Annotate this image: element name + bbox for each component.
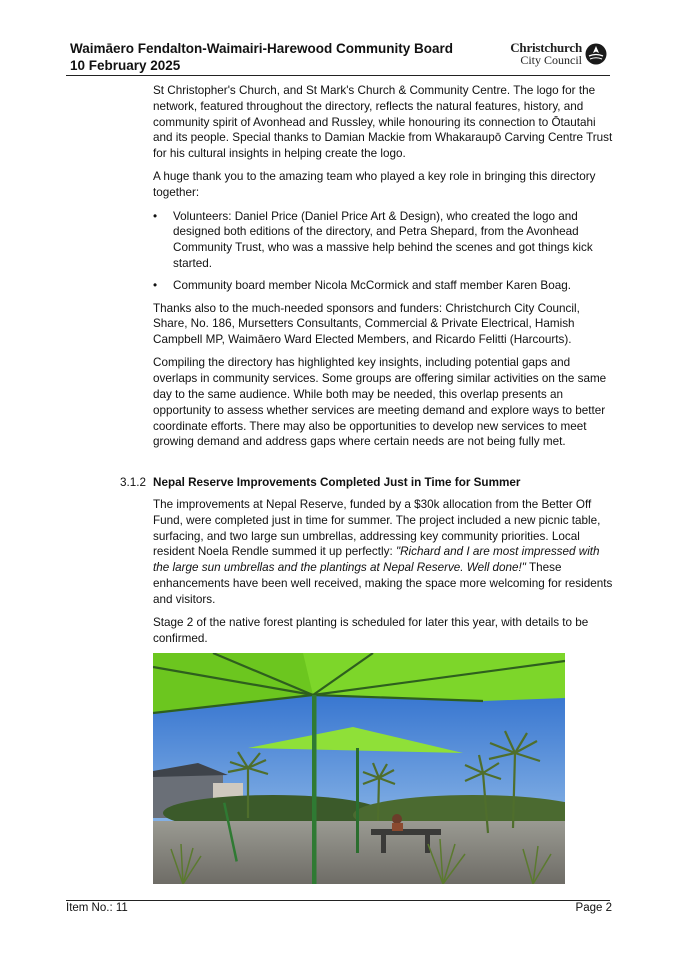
footer-item-number: Item No.: 11 bbox=[66, 902, 128, 914]
paragraph bbox=[153, 497, 613, 608]
footer-page-number: Page 2 bbox=[575, 902, 612, 914]
council-logo bbox=[510, 42, 607, 66]
bullet-item: • Volunteers: Daniel Price (Daniel Price Art & Design), who created the logo and designed both editions of the directory, and Petra Shepard, from the Avonhead Community Trust, who was a massive help behind the scenes and got things kick started. bbox=[153, 209, 613, 272]
body-text bbox=[153, 83, 613, 458]
council-logo-icon bbox=[585, 43, 607, 65]
bullet-item: • Community board member Nicola McCormick and staff member Karen Boag. bbox=[153, 278, 613, 294]
text-run: These enhancements have been well received, making the space more welcoming for residents and visitors. bbox=[153, 561, 613, 606]
header-date: 10 February 2025 bbox=[70, 58, 181, 73]
header-divider bbox=[66, 75, 610, 76]
footer-divider bbox=[66, 900, 610, 901]
text-run: The improvements at Nepal Reserve, funded by a $30k allocation from the Better Off Fund, were completed just in time for summer. The project included a new picnic table, surfacing, and two large sun umbrellas, addressing key community priorities. Local resident Noela Rendle summed it up perfectly: bbox=[153, 498, 601, 559]
reserve-photo bbox=[153, 653, 565, 884]
section-number: 3.1.2 bbox=[120, 476, 146, 489]
paragraph: St Christopher's Church, and St Mark's Church & Community Centre. The logo for the network, featured throughout the directory, reflects the natural features, history, and community spirit of Avonhead and Russley, while honouring its connection to Ōtautahi and its people. Special thanks to Damian Mackie from Whakaraupō Carving Centre Trust for his cultural insights in helping create the logo. bbox=[153, 84, 613, 161]
section-body bbox=[153, 497, 613, 654]
header-title: Waimāero Fendalton-Waimairi-Harewood Community Board bbox=[70, 41, 454, 56]
bullet-list bbox=[153, 209, 613, 294]
paragraph: A huge thank you to the amazing team who played a key role in bringing this directory together: bbox=[153, 170, 596, 200]
logo-line2: City Council bbox=[520, 53, 582, 67]
section-heading bbox=[120, 476, 520, 489]
quote: "Richard and I are most impressed with the large sun umbrellas and the plantings at Nepal Reserve. Well done!" bbox=[153, 545, 600, 575]
logo-line1: Christchurch bbox=[510, 40, 582, 55]
paragraph: Stage 2 of the native forest planting is scheduled for later this year, with details to be confirmed. bbox=[153, 616, 589, 645]
paragraph: Compiling the directory has highlighted key insights, including potential gaps and overlaps in community services. Some groups are offering similar activities on the same day to the same audience. While both may be needed, this overlap presents an opportunity to assess whether services are meeting demand and explore ways to better coordinate efforts. There may also be opportunities to develop new services to meet growing demand and address gaps where certain needs are not being fully met. bbox=[153, 356, 607, 449]
section-title: Nepal Reserve Improvements Completed Just in Time for Summer bbox=[153, 476, 521, 489]
paragraph: Thanks also to the much-needed sponsors and funders: Christchurch City Council, Share, No. 186, Mursetters Consultants, Commercial & Private Electrical, Hamish Campbell MP, Waimāero Ward Elected Members, and Ricardo Felitti (Harcourts). bbox=[153, 301, 580, 347]
